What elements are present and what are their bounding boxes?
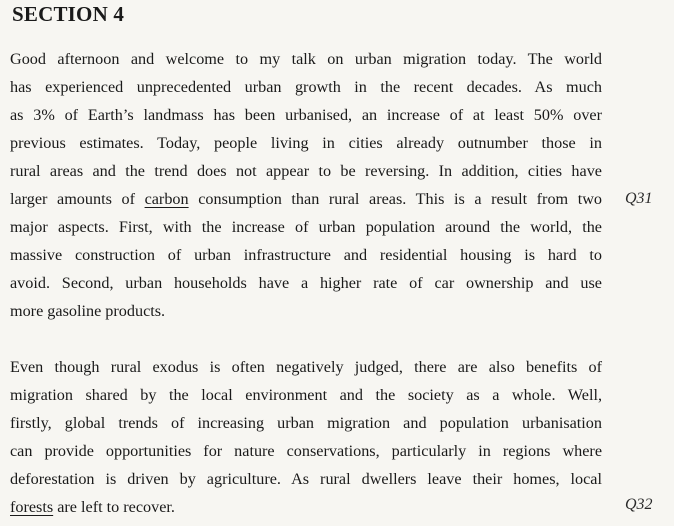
paragraph-line: firstly, global trends of increasing urban migration and population urbanisation (10, 414, 602, 432)
question-marker-q31: Q31 (625, 190, 653, 207)
section-heading: SECTION 4 (12, 2, 125, 26)
paragraph-line: rural areas and the trend does not appear to be reversing. In addition, cities have (10, 162, 602, 180)
paragraph-line: previous estimates. Today, people living in cities already outnumber those in (10, 134, 602, 152)
paragraph-2 (10, 353, 602, 521)
paragraph-line: major aspects. First, with the increase of urban population around the world, the (10, 218, 602, 236)
paragraph-line-with-answer (10, 493, 602, 521)
paragraph-line: as 3% of Earth’s landmass has been urbanised, an increase of at least 50% over (10, 106, 602, 124)
paragraph-line: migration shared by the local environment and the society as a whole. Well, (10, 386, 602, 404)
answer-carbon: carbon (144, 190, 189, 208)
text-fragment: consumption than rural areas. This is a result from two (188, 190, 603, 208)
paragraph-line: Good afternoon and welcome to my talk on urban migration today. The world (10, 50, 602, 68)
paragraph-line-with-answer (10, 185, 602, 213)
paragraph-line: has experienced unprecedented urban growth in the recent decades. As much (10, 78, 602, 96)
paragraph-1 (10, 45, 602, 325)
text-fragment: larger amounts of (10, 190, 145, 208)
paragraph-line: deforestation is driven by agriculture. As rural dwellers leave their homes, local (10, 470, 602, 488)
paragraph-line: massive construction of urban infrastructure and residential housing is hard to (10, 246, 602, 264)
paragraph-line: avoid. Second, urban households have a higher rate of car ownership and use (10, 274, 602, 292)
answer-forests: forests (10, 498, 54, 516)
paragraph-line: more gasoline products. (10, 302, 166, 320)
text-fragment: are left to recover. (53, 498, 175, 516)
question-marker-q32: Q32 (625, 496, 653, 513)
paragraph-line: Even though rural exodus is often negatively judged, there are also benefits of (10, 358, 602, 376)
paragraph-line: can provide opportunities for nature conservations, particularly in regions where (10, 442, 602, 460)
